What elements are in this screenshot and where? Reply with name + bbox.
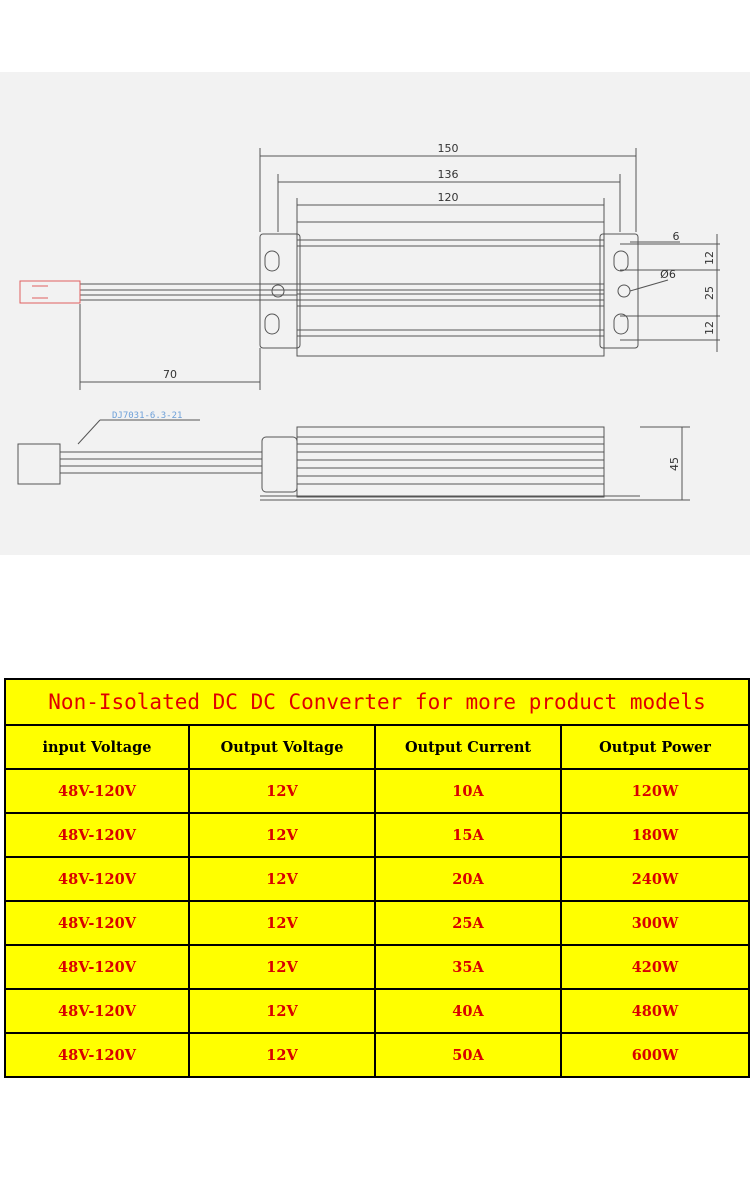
technical-drawing-panel <box>0 72 750 555</box>
cell-output-voltage: 12V <box>189 769 375 813</box>
header-input-voltage: input Voltage <box>5 725 189 769</box>
slot-hole-right-top <box>614 251 628 271</box>
dim-label-70: 70 <box>163 368 177 381</box>
dimension-drawing <box>0 72 750 555</box>
cell-output-power: 480W <box>561 989 749 1033</box>
cell-output-current: 35A <box>375 945 561 989</box>
cell-output-current: 15A <box>375 813 561 857</box>
table-title: Non-Isolated DC DC Converter for more product models <box>5 679 749 725</box>
cell-input-voltage: 48V-120V <box>5 813 189 857</box>
header-output-voltage: Output Voltage <box>189 725 375 769</box>
dim-label-6: 6 <box>672 230 680 243</box>
dim-label-136: 136 <box>437 168 459 181</box>
cell-output-voltage: 12V <box>189 989 375 1033</box>
cell-input-voltage: 48V-120V <box>5 945 189 989</box>
hole-right-mid <box>618 285 630 297</box>
cell-output-current: 25A <box>375 901 561 945</box>
table-header-row <box>5 725 749 769</box>
cell-output-power: 420W <box>561 945 749 989</box>
table-row <box>5 813 749 857</box>
dim-label-120: 120 <box>437 191 459 204</box>
dim-label-12-bottom: 12 <box>703 321 716 335</box>
cell-output-current: 40A <box>375 989 561 1033</box>
table-row <box>5 769 749 813</box>
cell-output-voltage: 12V <box>189 813 375 857</box>
table-row <box>5 901 749 945</box>
cell-input-voltage: 48V-120V <box>5 857 189 901</box>
cell-output-current: 20A <box>375 857 561 901</box>
connector-plug-top <box>20 281 80 303</box>
cell-output-voltage: 12V <box>189 901 375 945</box>
cell-input-voltage: 48V-120V <box>5 769 189 813</box>
dim-label-hole-diameter: Ø6 <box>660 268 676 281</box>
cell-output-power: 180W <box>561 813 749 857</box>
dim-label-25: 25 <box>703 286 716 300</box>
cell-output-voltage: 12V <box>189 945 375 989</box>
product-models-table <box>4 678 750 1078</box>
cell-output-power: 120W <box>561 769 749 813</box>
cell-input-voltage: 48V-120V <box>5 989 189 1033</box>
cell-output-current: 50A <box>375 1033 561 1077</box>
cell-input-voltage: 48V-120V <box>5 1033 189 1077</box>
slot-hole-left-bottom <box>265 314 279 334</box>
cell-output-power: 300W <box>561 901 749 945</box>
slot-hole-right-bottom <box>614 314 628 334</box>
table-title-row <box>5 679 749 725</box>
cell-output-power: 600W <box>561 1033 749 1077</box>
dim-label-45: 45 <box>668 457 681 471</box>
cell-output-power: 240W <box>561 857 749 901</box>
connector-plug-side <box>18 444 60 484</box>
cell-output-voltage: 12V <box>189 857 375 901</box>
connector-part-label: DJ7031-6.3-21 <box>112 411 183 421</box>
table-row <box>5 857 749 901</box>
header-output-current: Output Current <box>375 725 561 769</box>
dim-label-150: 150 <box>437 142 459 155</box>
table-row <box>5 945 749 989</box>
cell-output-voltage: 12V <box>189 1033 375 1077</box>
slot-hole-left-top <box>265 251 279 271</box>
table-row <box>5 989 749 1033</box>
header-output-power: Output Power <box>561 725 749 769</box>
table-row <box>5 1033 749 1077</box>
cell-input-voltage: 48V-120V <box>5 901 189 945</box>
dim-label-12-top: 12 <box>703 251 716 265</box>
cell-output-current: 10A <box>375 769 561 813</box>
